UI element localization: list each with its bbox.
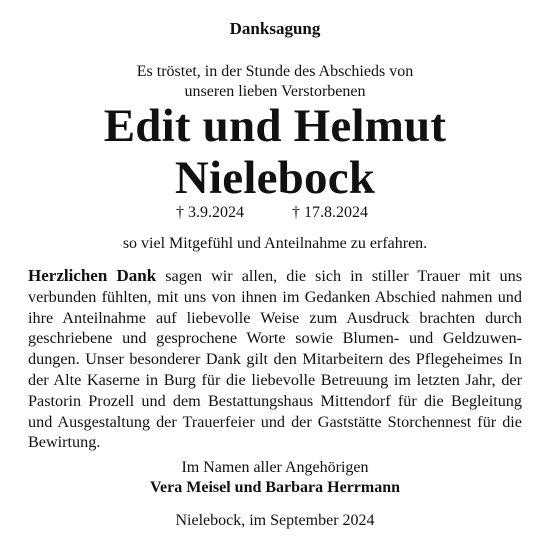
- intro-line-2: unseren lieben Verstorbenen: [184, 83, 366, 100]
- notice-heading: Danksagung: [229, 19, 321, 38]
- thanks-lead: Herzlichen Dank: [28, 266, 157, 285]
- names-line-2: Nielebock: [174, 152, 376, 204]
- place-and-date: Nielebock, im September 2024: [175, 512, 375, 529]
- sympathy-line: so viel Mitgefühl und Anteilnahme zu erfahren.: [122, 235, 428, 252]
- signature-intro: Im Namen aller Angehörigen: [181, 459, 369, 476]
- intro-text: [0, 62, 550, 102]
- names-line-1: Edit und Helmut: [103, 100, 447, 152]
- thanks-paragraph: [28, 266, 522, 453]
- death-date-1: † 3.9.2024: [176, 204, 244, 221]
- deceased-names: [0, 100, 550, 204]
- thanks-body: sagen wir allen, die sich in stiller Trauer mit uns verbunden fühlten, mit uns von ihnen im Gedanken Abschied nahmen und ihre Anteilnahme auf liebevolle Weise zum Ausdruck brachten durch geschriebene und gesprochene Worte sowie Blumen- und Geldzuwendungen. Unser besonderer Dank gilt den Mitarbeitern des Pflegeheimes In der Alte Kaserne in Burg für die liebevolle Betreuung im letzten Jahr, der Pastorin Prozell und dem Bestattungshaus Mittendorf für die Begleitung und Ausgestaltung der Trauerfeier und der Gaststätte Storchennest für die Bewirtung.: [28, 267, 522, 452]
- intro-line-1: Es tröstet, in der Stunde des Abschieds von: [136, 63, 414, 80]
- signature-names: Vera Meisel und Barbara Herrmann: [149, 479, 401, 496]
- death-date-2: † 17.8.2024: [292, 204, 368, 221]
